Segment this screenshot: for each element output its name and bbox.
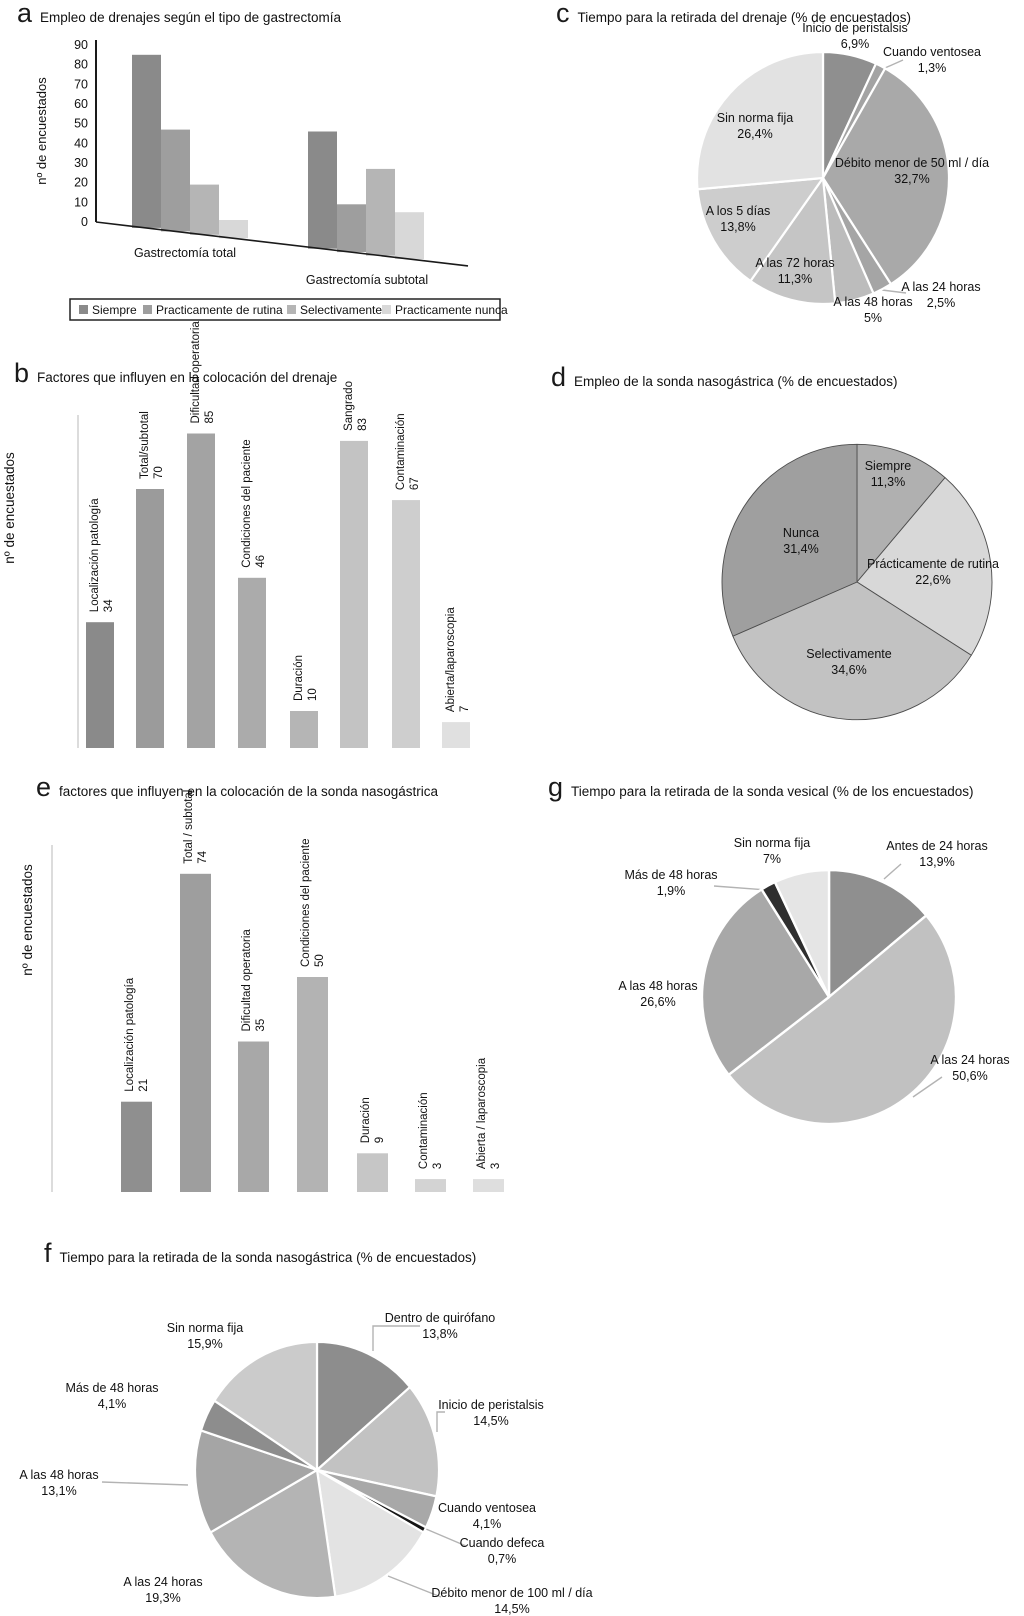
y-tick-label: 70 — [74, 77, 88, 92]
pie-slice-value: 14,5% — [473, 1414, 509, 1428]
legend-label: Practicamente de rutina — [156, 303, 283, 317]
label-leader-line — [102, 1482, 188, 1485]
chart-e — [20, 790, 504, 1192]
panel-f-title — [44, 1240, 476, 1267]
pie-slice-value: 15,9% — [187, 1337, 223, 1351]
pie-slice-value: 2,5% — [926, 296, 956, 310]
legend-swatch — [287, 305, 296, 314]
panel-g-title — [548, 774, 974, 801]
bar-category-label: Duración — [293, 654, 305, 701]
legend-label: Practicamente nunca — [395, 303, 508, 317]
bar-value-label: 46 — [255, 555, 267, 568]
panel-e-title — [36, 774, 438, 801]
bar-value-label: 10 — [307, 688, 319, 701]
legend-swatch — [382, 305, 391, 314]
y-axis-title: nº de encuestados — [20, 864, 35, 976]
bar — [473, 1179, 504, 1192]
pie-slice-value: 13,8% — [720, 220, 756, 234]
pie-slice-value: 26,4% — [737, 127, 773, 141]
panel-f-letter: f — [44, 1238, 52, 1268]
label-leader-line — [884, 864, 901, 879]
pie-slice-label: Nunca — [782, 526, 820, 540]
pie-slice-value: 13,9% — [919, 855, 955, 869]
bar-value-label: 3 — [490, 1162, 502, 1170]
bar-category-label: Abierta/laparoscopia — [445, 607, 457, 713]
y-tick-label: 30 — [74, 156, 88, 170]
pie-slice-value: 13,8% — [422, 1327, 458, 1341]
bar-category-label: Contaminación — [418, 1092, 430, 1170]
bar-category-label: Total/subtotal — [139, 411, 151, 479]
pie-slice-label: Más de 48 horas — [65, 1381, 159, 1395]
bar-value-label: 34 — [103, 599, 115, 613]
category-label: Gastrectomía subtotal — [305, 273, 429, 287]
bar-value-label: 83 — [357, 418, 369, 431]
bar-value-label: 50 — [314, 954, 326, 967]
bar — [136, 489, 164, 748]
panel-f-title-text: Tiempo para la retirada de la sonda nasogástrica (% de encuestados) — [59, 1250, 477, 1265]
bar-category-label: Contaminación — [395, 413, 407, 491]
chart-g — [618, 836, 1009, 1124]
panel-g-letter: g — [548, 772, 564, 802]
y-tick-label: 80 — [74, 57, 88, 72]
pie-slice-label: Cuando ventosea — [438, 1501, 536, 1515]
bar — [395, 212, 424, 259]
pie-slice-value: 1,9% — [656, 884, 686, 898]
panel-e-letter: e — [36, 772, 52, 802]
panel-e-title-text: factores que influyen en la colocación de la sonda nasogástrica — [59, 784, 439, 799]
bar-value-label: 9 — [374, 1136, 386, 1144]
y-tick-label: 50 — [74, 116, 88, 131]
bar-value-label: 3 — [432, 1162, 444, 1170]
bar — [340, 441, 368, 748]
bar — [366, 169, 395, 256]
panel-c-title — [556, 0, 911, 27]
pie-slice-value: 5% — [863, 311, 883, 325]
bar — [357, 1153, 388, 1192]
panel-a-title-text: Empleo de drenajes según el tipo de gastrectomía — [40, 10, 341, 25]
panel-b-title — [14, 360, 337, 387]
bar-category-label: Localización patología — [89, 498, 101, 613]
y-tick-label: 10 — [74, 195, 88, 210]
panel-c-title-text: Tiempo para la retirada del drenaje (% de encuestados) — [577, 10, 911, 25]
pie-slice-value: 7% — [762, 852, 782, 866]
pie-slice-label: A las 72 horas — [755, 256, 835, 270]
bar — [442, 722, 470, 748]
bar-value-label: 70 — [153, 466, 165, 479]
pie-slice-label: A las 48 horas — [833, 295, 913, 309]
bar-value-label: 74 — [197, 851, 209, 864]
pie-slice-label: A las 24 horas — [901, 280, 981, 294]
y-axis-title: nº de encuestados — [34, 77, 49, 185]
pie-slice-label: Débito menor de 50 ml / día — [834, 156, 990, 170]
bar — [121, 1102, 152, 1192]
panel-b-title-text: Factores que influyen en la colocación del drenaje — [37, 370, 338, 385]
bar-category-label: Condiciones del paciente — [300, 838, 312, 967]
chart-f — [19, 1311, 592, 1616]
bar-value-label: 7 — [459, 705, 471, 713]
pie-slice-label: Cuando ventosea — [883, 45, 981, 59]
pie-slice-value: 1,3% — [917, 61, 947, 75]
y-tick-label: 60 — [74, 97, 88, 111]
legend-label: Siempre — [92, 303, 137, 317]
panel-c-letter: c — [556, 0, 570, 28]
pie-slice-label: Sin norma fija — [716, 111, 794, 125]
panel-d-letter: d — [551, 362, 567, 392]
panel-g-title-text: Tiempo para la retirada de la sonda vesical (% de los encuestados) — [571, 784, 974, 799]
bar-category-label: Total / subtotal — [183, 789, 195, 864]
pie-slice-value: 50,6% — [952, 1069, 988, 1083]
bar — [238, 578, 266, 748]
bar — [187, 434, 215, 749]
pie-slice-value: 32,7% — [894, 172, 930, 186]
bar-value-label: 35 — [255, 1018, 267, 1032]
y-tick-label: 0 — [81, 215, 88, 229]
legend-label: Selectivamente — [300, 303, 383, 317]
pie-slice-value: 0,7% — [487, 1552, 517, 1566]
bar-category-label: Abierta / laparoscopia — [476, 1057, 488, 1170]
pie-slice-label: Dentro de quirófano — [384, 1311, 496, 1325]
label-leader-line — [714, 886, 767, 890]
pie-slice-value: 14,5% — [494, 1602, 530, 1616]
chart-d — [722, 444, 999, 719]
pie-slice-value: 26,6% — [640, 995, 676, 1009]
pie-slice-value: 4,1% — [97, 1397, 127, 1411]
label-leader-line — [373, 1326, 420, 1351]
pie-slice-value: 11,3% — [870, 475, 906, 489]
legend-swatch — [79, 305, 88, 314]
pie-slice-value: 11,3% — [777, 272, 813, 286]
bar — [180, 874, 211, 1192]
y-tick-label: 20 — [74, 175, 88, 190]
bar-category-label: Duración — [360, 1097, 372, 1144]
pie-slice-label: Sin norma fija — [733, 836, 811, 850]
chart-c — [697, 21, 989, 325]
pie-slice-value: 22,6% — [915, 573, 951, 587]
pie-slice-value: 19,3% — [145, 1591, 181, 1605]
pie-slice-label: A las 24 horas — [123, 1575, 203, 1589]
label-leader-line — [437, 1412, 445, 1432]
bar — [219, 220, 248, 238]
panel-a-title — [17, 0, 341, 27]
pie-slice-label: Sin norma fija — [166, 1321, 244, 1335]
bar-category-label: Localización patología — [124, 977, 136, 1092]
bar — [337, 204, 366, 252]
panel-a-letter: a — [17, 0, 33, 28]
pie-slice-label: Débito menor de 100 ml / día — [431, 1586, 593, 1600]
bar — [190, 185, 219, 235]
pie-slice-value: 31,4% — [783, 542, 819, 556]
bar — [86, 622, 114, 748]
bar-category-label: Sangrado — [343, 381, 355, 431]
bar — [308, 132, 337, 249]
y-tick-label: 40 — [74, 136, 88, 151]
pie-slice-label: Selectivamente — [806, 647, 892, 661]
y-tick-label: 90 — [74, 38, 88, 52]
category-label: Gastrectomía total — [133, 246, 237, 260]
chart-a — [34, 38, 508, 320]
bar — [238, 1042, 269, 1193]
pie-slice-label: Inicio de peristalsis — [438, 1398, 544, 1412]
panel-d-title — [551, 364, 897, 391]
y-axis-title: nº de encuestados — [2, 452, 17, 564]
bar-category-label: Dificultad operatoria — [241, 929, 253, 1032]
bar-category-label: Condiciones del paciente — [241, 439, 253, 568]
bar — [132, 55, 161, 228]
pie-slice-label: Siempre — [864, 459, 912, 473]
bar-value-label: 85 — [204, 410, 216, 424]
bar-value-label: 67 — [409, 477, 421, 491]
legend-swatch — [143, 305, 152, 314]
bar-category-label: Dificultad operatoria — [190, 321, 202, 424]
pie-slice-label: Cuando defeca — [459, 1536, 545, 1550]
pie-slice-label: Antes de 24 horas — [886, 839, 988, 853]
pie-slice-label: A las 48 horas — [19, 1468, 99, 1482]
pie-slice-value: 6,9% — [840, 37, 870, 51]
pie-slice-label: A las 48 horas — [618, 979, 698, 993]
pie-slice-label: Más de 48 horas — [624, 868, 718, 882]
pie-slice-label: Prácticamente de rutina — [866, 557, 1000, 571]
bar — [290, 711, 318, 748]
bar-value-label: 21 — [138, 1078, 150, 1092]
panel-d-title-text: Empleo de la sonda nasogástrica (% de encuestados) — [574, 374, 898, 389]
pie-slice-value: 4,1% — [472, 1517, 502, 1531]
bar — [161, 130, 190, 232]
bar — [297, 977, 328, 1192]
panel-b-letter: b — [14, 358, 30, 388]
bar — [415, 1179, 446, 1192]
pie-slice-value: 34,6% — [831, 663, 867, 677]
pie-slice-label: A los 5 días — [705, 204, 771, 218]
pie-slice-value: 13,1% — [41, 1484, 77, 1498]
pie-slice-label: A las 24 horas — [930, 1053, 1010, 1067]
bar — [392, 500, 420, 748]
pie-slice-label: Inicio de peristalsis — [802, 21, 908, 35]
